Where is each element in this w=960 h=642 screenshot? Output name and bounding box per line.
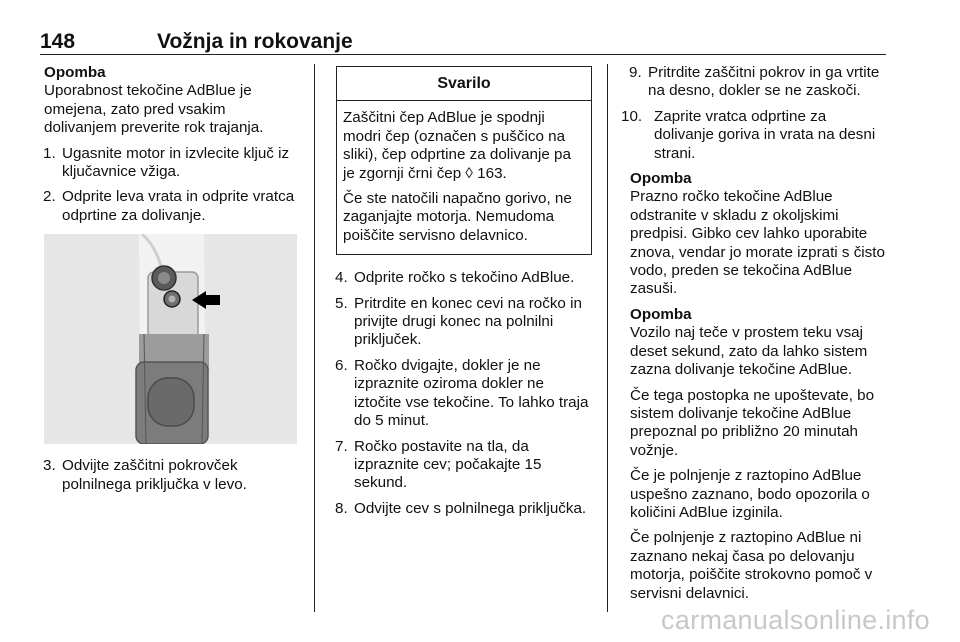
step-item: 3. Odvijte zaščitni pokrovček polnilnega priključka v levo. [43, 457, 247, 493]
steps-list [336, 269, 592, 518]
note-text: Vozilo naj teče v prostem teku vsaj deset sekund, zato da lahko sistem zazna dolivanje tekočine AdBlue. [630, 324, 868, 379]
fuel-filler-illustration [44, 234, 297, 444]
body-paragraph: Če polnjenje z raztopino AdBlue ni zaznano nekaj časa po delovanju motorja, poiščite strokovno pomoč v servisni delavnici. [630, 529, 873, 602]
note-heading: Opomba [630, 170, 692, 188]
step-item: 5. Pritrdite en konec cevi na ročko in privijte drugi konec na polnilni priključek. [335, 294, 582, 349]
steps-list [621, 64, 888, 163]
body-paragraph: Če je polnjenje z raztopino AdBlue uspešno zaznano, bodo opozorila o količini AdBlue izginila. [630, 467, 870, 521]
column-divider-2 [607, 64, 608, 612]
column-1 [44, 64, 302, 501]
section-title: Vožnja in rokovanje [157, 30, 353, 53]
page-header [40, 30, 886, 55]
note-heading: Opomba [44, 64, 106, 81]
step-item: 1. Ugasnite motor in izvlecite ključ iz ključavnice vžiga. [43, 144, 290, 181]
body-paragraph: Če tega postopka ne upoštevate, bo sistem dolivanje tekočine AdBlue prepoznal po približno 20 minutah vožnje. [630, 386, 875, 459]
step-item: 2. Odprite leva vrata in odprite vratca odprtine za dolivanje. [43, 188, 295, 224]
note-heading: Opomba [630, 305, 692, 323]
steps-list [44, 145, 302, 226]
step-item: 7. Ročko postavite na tla, da izpraznite cev; počakajte 15 sekund. [335, 437, 542, 492]
warning-title: Svarilo [337, 67, 591, 101]
warning-paragraph-2: Če ste natočili napačno gorivo, ne zaganjajte motorja. Nemudoma poiščite servisno delavnico. [343, 190, 572, 244]
watermark: carmanualsonline.info [661, 605, 930, 635]
note-text: Uporabnost tekočine AdBlue je omejena, zato pred vsakim dolivanjem preverite rok trajanja. [44, 82, 264, 137]
note-text: Prazno ročko tekočine AdBlue odstranite v skladu z okoljskimi predpisi. Gibko cev lahko uporabite znova, vendar jo morate izprati s čisto vodo, preden se tekočina AdBlue zasuši. [630, 188, 885, 298]
column-divider-1 [314, 64, 315, 612]
warning-paragraph-1: Zaščitni čep AdBlue je spodnji modri čep (označen s puščico na sliki), čep odprtine za dolivanje pa je zgornji črni čep ◊ 163. [343, 109, 571, 182]
column-2 [336, 64, 592, 525]
page-ref-icon: ◊ [465, 164, 473, 182]
page-number: 148 [40, 30, 76, 53]
filler-cap-figure [44, 234, 297, 444]
warning-box [336, 66, 592, 255]
page-ref-link[interactable]: 163. [477, 164, 507, 182]
step-item: 9. Pritrdite zaščitni pokrov in ga vrtite na desno, dokler se ne zaskoči. [629, 64, 880, 100]
step-item: 6. Ročko dvigajte, dokler je ne izpraznite oziroma dokler ne iztočite vse tekočine. To lahko traja do 5 minut. [335, 356, 589, 430]
step-item: 4. Odprite ročko s tekočino AdBlue. [335, 269, 575, 287]
steps-list-continued [44, 457, 302, 494]
step-item: 10. Zaprite vratca odprtine za dolivanje goriva in vrata na desni strani. [621, 107, 876, 162]
step-item: 8. Odvijte cev s polnilnega priključka. [335, 499, 587, 517]
column-3 [621, 64, 888, 610]
